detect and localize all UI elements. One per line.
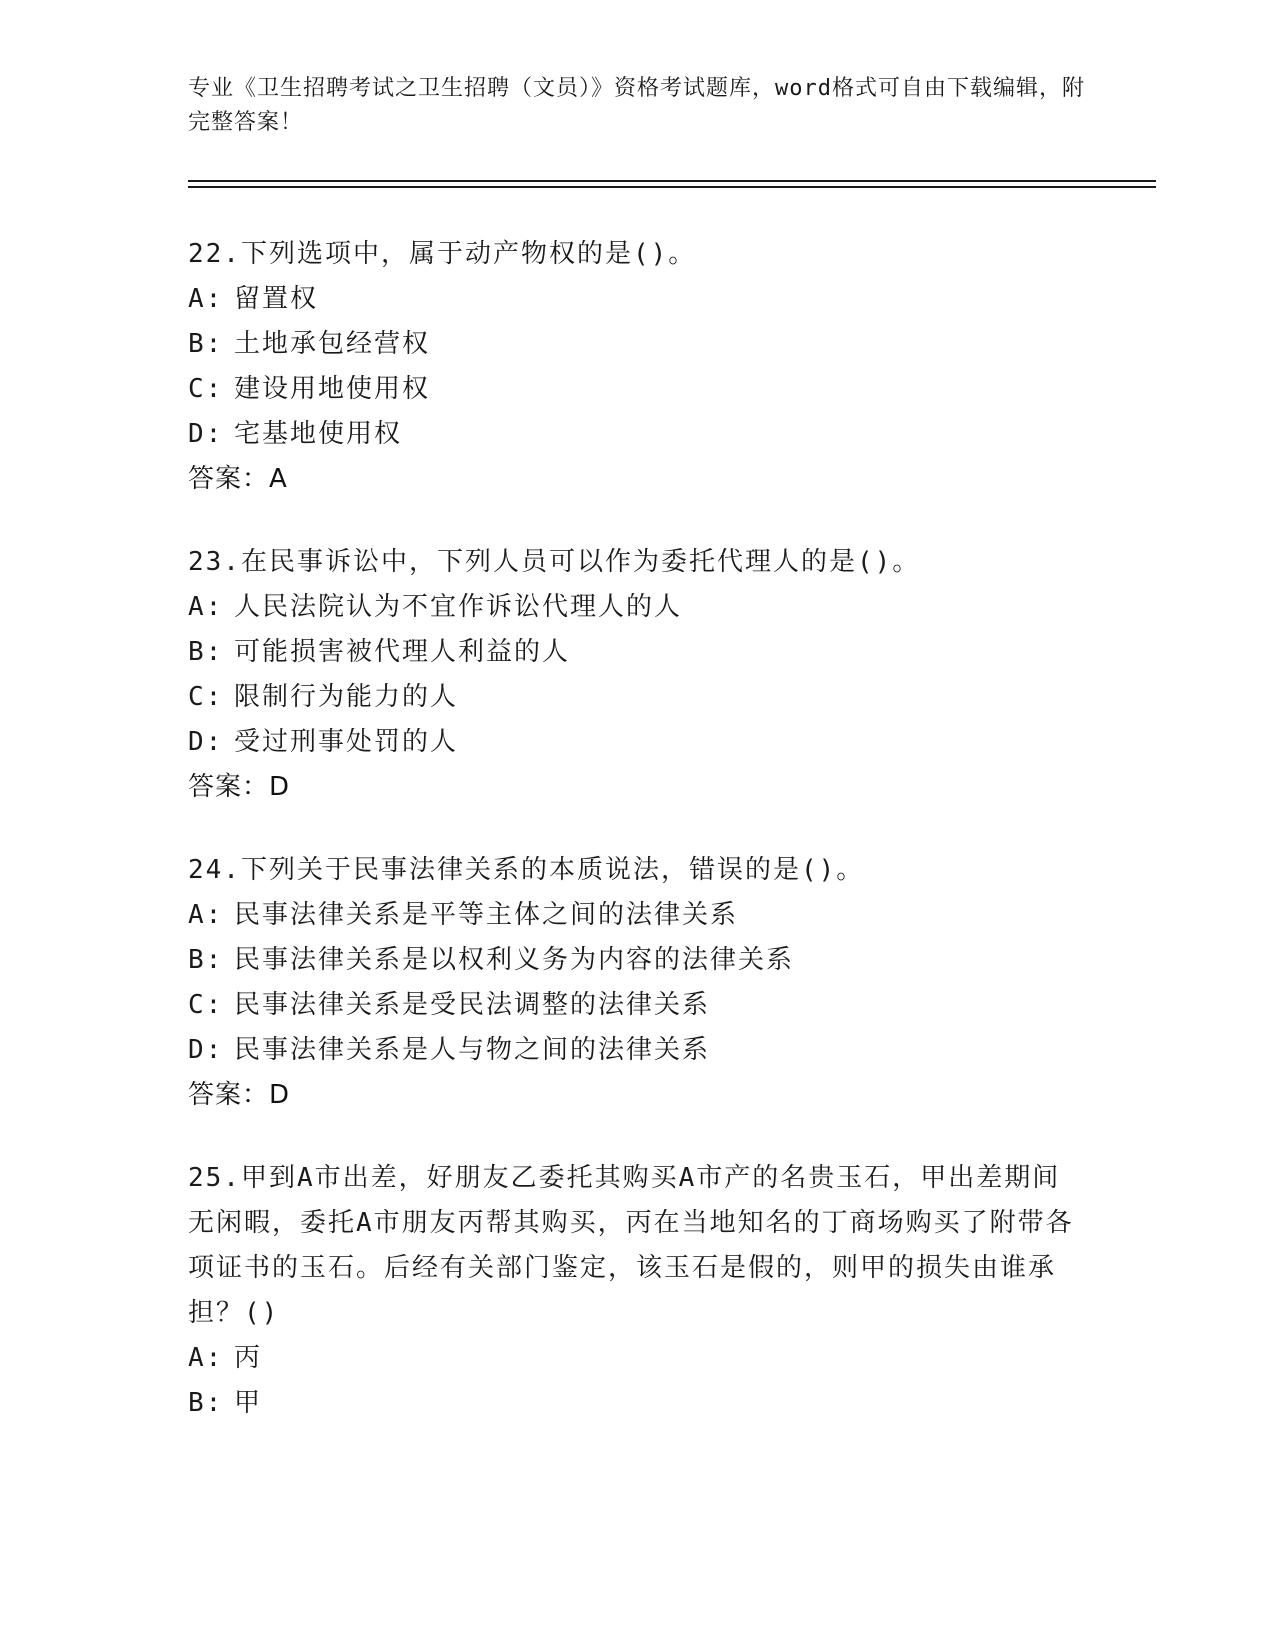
option-a xyxy=(188,585,1088,630)
option-text: 民事法律关系是人与物之间的法律关系 xyxy=(234,1035,711,1065)
option-text: 宅基地使用权 xyxy=(234,419,403,449)
option-letter: A: xyxy=(188,1343,224,1373)
option-a xyxy=(188,893,1088,938)
option-d xyxy=(188,720,1088,765)
option-letter: B: xyxy=(188,637,224,667)
option-text: 丙 xyxy=(234,1343,263,1373)
option-letter: A: xyxy=(188,900,224,930)
header-divider-bottom xyxy=(188,186,1156,188)
option-text: 土地承包经营权 xyxy=(234,329,431,359)
option-c xyxy=(188,367,1088,412)
question-22 xyxy=(188,232,1088,502)
option-text: 民事法律关系是平等主体之间的法律关系 xyxy=(234,900,739,930)
option-c xyxy=(188,675,1088,720)
option-text: 留置权 xyxy=(234,284,319,314)
option-d xyxy=(188,412,1088,457)
option-letter: D: xyxy=(188,727,224,757)
option-text: 甲 xyxy=(234,1388,263,1418)
question-text: 25.甲到A市出差，好朋友乙委托其购买A市产的名贵玉石，甲出差期间无闲暇，委托A市朋友丙帮其购买，丙在当地知名的丁商场购买了附带各项证书的玉石。后经有关部门鉴定，该玉石是假的，则甲的损失由谁承担？() xyxy=(188,1163,1074,1328)
option-letter: D: xyxy=(188,1035,224,1065)
option-letter: A: xyxy=(188,284,224,314)
option-text: 限制行为能力的人 xyxy=(234,682,459,712)
option-letter: B: xyxy=(188,1388,224,1418)
option-letter: B: xyxy=(188,329,224,359)
question-25 xyxy=(188,1156,1088,1426)
option-letter: A: xyxy=(188,592,224,622)
option-b xyxy=(188,630,1088,675)
answer-line: 答案：D xyxy=(188,772,291,802)
option-b xyxy=(188,322,1088,367)
option-letter: C: xyxy=(188,990,224,1020)
option-letter: C: xyxy=(188,374,224,404)
question-24 xyxy=(188,848,1088,1118)
question-text: 22.下列选项中，属于动产物权的是()。 xyxy=(188,239,697,269)
document-intro: 专业《卫生招聘考试之卫生招聘（文员）》资格考试题库，word格式可自由下载编辑，附完整答案！ xyxy=(188,76,1085,135)
option-letter: D: xyxy=(188,419,224,449)
question-23 xyxy=(188,540,1088,810)
option-text: 可能损害被代理人利益的人 xyxy=(234,637,571,667)
question-text: 24.下列关于民事法律关系的本质说法，错误的是()。 xyxy=(188,855,865,885)
option-letter: C: xyxy=(188,682,224,712)
answer-line: 答案：D xyxy=(188,1080,291,1110)
option-text: 受过刑事处罚的人 xyxy=(234,727,459,757)
option-b xyxy=(188,938,1088,983)
question-text: 23.在民事诉讼中，下列人员可以作为委托代理人的是()。 xyxy=(188,547,921,577)
answer-line: 答案：A xyxy=(188,464,288,494)
option-b xyxy=(188,1381,1088,1426)
option-text: 民事法律关系是以权利义务为内容的法律关系 xyxy=(234,945,795,975)
option-a xyxy=(188,1336,1088,1381)
option-letter: B: xyxy=(188,945,224,975)
option-text: 人民法院认为不宜作诉讼代理人的人 xyxy=(234,592,683,622)
header-divider-top xyxy=(188,180,1156,182)
option-c xyxy=(188,983,1088,1028)
option-text: 建设用地使用权 xyxy=(234,374,431,404)
option-text: 民事法律关系是受民法调整的法律关系 xyxy=(234,990,711,1020)
question-list xyxy=(188,232,1088,1464)
option-a xyxy=(188,277,1088,322)
option-d xyxy=(188,1028,1088,1073)
